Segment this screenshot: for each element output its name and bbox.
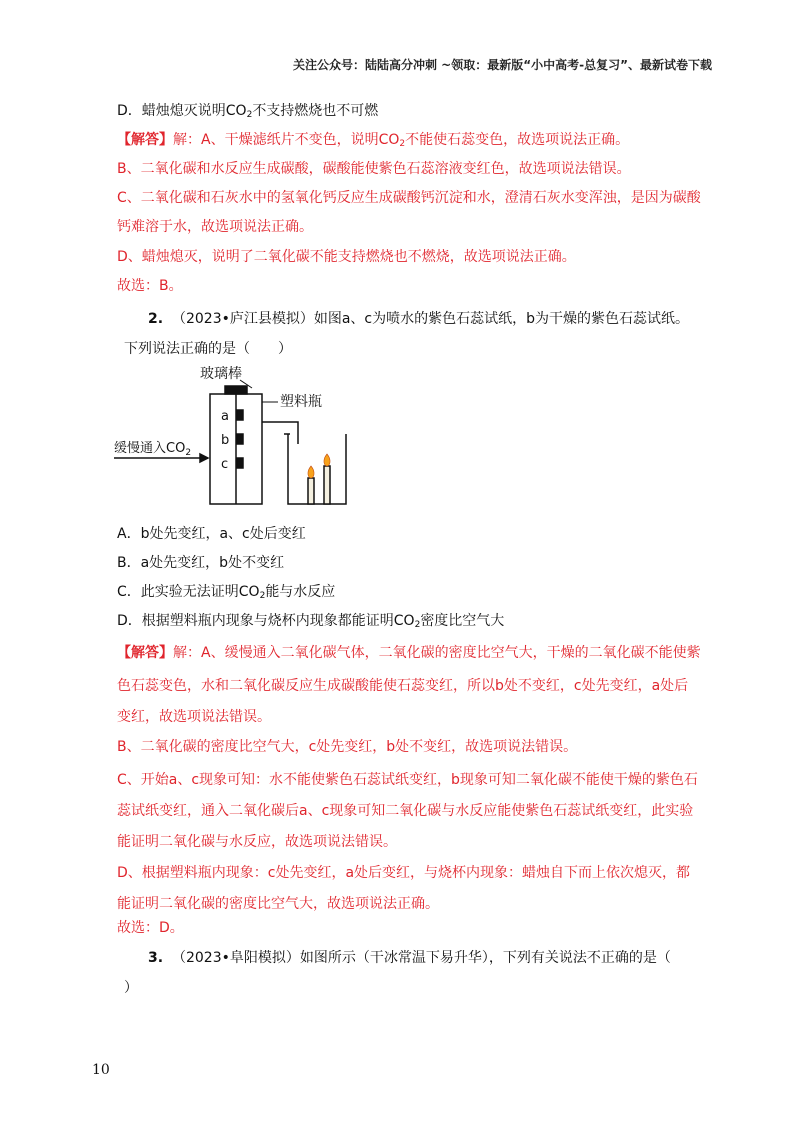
q2-answer-c3: 能证明二氧化碳与水反应，故选项说法错误。: [117, 834, 397, 850]
paper-a-mark: [237, 410, 243, 420]
arrow-head-icon: [200, 454, 208, 462]
experiment-diagram: [110, 366, 360, 516]
question-number: 2.: [148, 311, 164, 327]
q2-answer-c1: C、开始a、c现象可知：水不能使紫色石蕊试纸变红，b现象可知二氧化碳不能使干燥的紫色石: [117, 772, 698, 788]
q2-option-c: C．此实验无法证明$CO_2$能与水反应: [117, 584, 336, 601]
flame-icon: [308, 466, 314, 478]
q3-stem-line1: 3. （2023•阜阳模拟）如图所示（干冰常温下易升华），下列有关说法不正确的是（: [148, 950, 671, 966]
q1-answer-c2: 钙难溶于水，故选项说法正确。: [117, 219, 313, 235]
q2-answer-a1: 【解答】解：A、缓慢通入二氧化碳气体，二氧化碳的密度比空气大，干燥的二氧化碳不能使紫: [117, 645, 701, 661]
question-number: 3.: [148, 950, 164, 966]
flame-icon: [324, 454, 330, 466]
q1-answer-a: 【解答】解：A、干燥滤纸片不变色，说明$CO_2$不能使石蕊变色，故选项说法正确。: [117, 132, 630, 149]
page-number: 10: [92, 1062, 110, 1078]
paper-b-mark: [237, 434, 243, 444]
candle-low: [308, 478, 314, 504]
q2-answer-a3: 变红，故选项说法错误。: [117, 709, 271, 725]
q1-choice: 故选：B。: [117, 278, 183, 294]
outlet-tube: [262, 422, 298, 444]
candle-high: [324, 466, 330, 504]
label-glass-rod: 玻璃棒: [200, 366, 242, 382]
q2-stem-line2: 下列说法正确的是（ ）: [124, 341, 292, 357]
q1-answer-b: B、二氧化碳和水反应生成碳酸，碳酸能使紫色石蕊溶液变红色，故选项说法错误。: [117, 161, 631, 177]
q2-option-b: B．a处先变红，b处不变红: [117, 555, 285, 571]
answer-tag: 【解答】: [117, 645, 173, 661]
q2-option-d: D．根据塑料瓶内现象与烧杯内现象都能证明$CO_2$密度比空气大: [117, 613, 505, 630]
answer-tag: 【解答】: [117, 132, 173, 148]
q3-stem-line2: ）: [124, 980, 138, 996]
bottle-stopper: [225, 386, 247, 394]
q2-answer-c2: 蕊试纸变红，通入二氧化碳后a、c现象可知二氧化碳与水反应能使紫色石蕊试纸变红，此实验: [117, 803, 694, 819]
label-paper-c: c: [221, 457, 229, 472]
q2-option-a: A．b处先变红，a、c处后变红: [117, 526, 306, 542]
label-plastic-bottle: 塑料瓶: [280, 394, 322, 410]
label-inlet: 缓慢通入$CO_2$: [114, 441, 192, 458]
page-header: 关注公众号：陆陆高分冲刺 ~领取：最新版“小中高考-总复习”、最新试卷下载: [293, 58, 712, 72]
paper-c-mark: [237, 458, 243, 468]
label-paper-a: a: [221, 409, 229, 424]
label-paper-b: b: [221, 433, 230, 448]
q2-choice: 故选：D。: [117, 920, 184, 936]
q2-answer-d2: 能证明二氧化碳的密度比空气大，故选项说法正确。: [117, 896, 439, 912]
q1-answer-d: D、蜡烛熄灭，说明了二氧化碳不能支持燃烧也不燃烧，故选项说法正确。: [117, 249, 576, 265]
q2-answer-b: B、二氧化碳的密度比空气大，c处先变红，b处不变红，故选项说法错误。: [117, 739, 578, 755]
q2-answer-a2: 色石蕊变色，水和二氧化碳反应生成碳酸能使石蕊变红，所以b处不变红，c处先变红，a处后: [117, 678, 689, 694]
q1-option-d: D．蜡烛熄灭说明$CO_2$不支持燃烧也不可燃: [117, 103, 379, 120]
q2-stem-line1: 2. （2023•庐江县模拟）如图a、c为喷水的紫色石蕊试纸，b为干燥的紫色石蕊试纸。: [148, 311, 690, 327]
q2-answer-d1: D、根据塑料瓶内现象：c处先变红，a处后变红，与烧杯内现象：蜡烛自下而上依次熄灭，都: [117, 865, 691, 881]
q1-answer-c1: C、二氧化碳和石灰水中的氢氧化钙反应生成碳酸钙沉淀和水，澄清石灰水变浑浊，是因为碳酸: [117, 190, 701, 206]
beaker: [288, 434, 346, 504]
